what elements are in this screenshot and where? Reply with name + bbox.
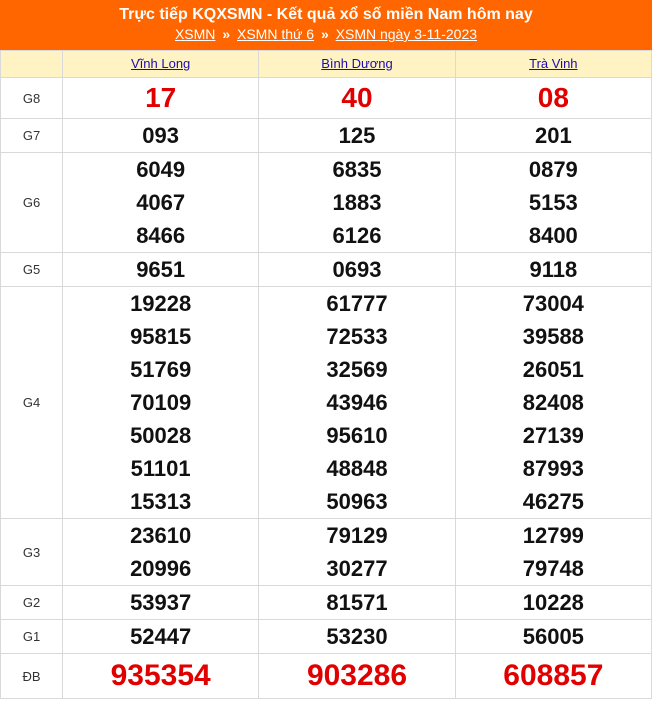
prize-label: G6 (1, 153, 63, 253)
prize-cell (455, 519, 651, 586)
prize-number: 51769 (130, 357, 192, 382)
prize-row (1, 78, 652, 119)
prize-number: 15313 (130, 489, 192, 514)
province-header (455, 51, 651, 78)
prize-label: G1 (1, 620, 63, 654)
prize-label: ĐB (1, 654, 63, 699)
prize-number: 6126 (332, 223, 382, 248)
prize-cell (455, 654, 651, 699)
prize-cell (259, 253, 455, 287)
prize-number: 70109 (130, 390, 192, 415)
prize-cell (455, 287, 651, 519)
prize-number: 12799 (522, 523, 584, 548)
prize-row (1, 620, 652, 654)
prize-number: 95610 (326, 423, 388, 448)
prize-number: 6835 (332, 157, 382, 182)
prize-number: 08 (537, 82, 569, 113)
province-header (63, 51, 259, 78)
prize-cell (259, 153, 455, 253)
breadcrumb (0, 25, 652, 43)
prize-label: G3 (1, 519, 63, 586)
prize-number: 43946 (326, 390, 388, 415)
prize-number: 46275 (522, 489, 584, 514)
prize-label: G4 (1, 287, 63, 519)
prize-cell (455, 253, 651, 287)
prize-number: 53937 (130, 590, 192, 615)
prize-cell (455, 620, 651, 654)
prize-number: 81571 (326, 590, 388, 615)
prize-cell (259, 620, 455, 654)
prize-number: 5153 (528, 190, 578, 215)
prize-label: G7 (1, 119, 63, 153)
prize-number: 9118 (529, 257, 578, 282)
prize-label: G5 (1, 253, 63, 287)
prize-row (1, 287, 652, 519)
prize-number: 79129 (326, 523, 388, 548)
prize-number: 48848 (326, 456, 388, 481)
prize-cell (259, 586, 455, 620)
prize-number: 73004 (522, 291, 584, 316)
prize-number: 9651 (136, 257, 186, 282)
prize-number: 19228 (130, 291, 192, 316)
breadcrumb-separator: » (222, 26, 231, 42)
prize-number: 40 (341, 82, 373, 113)
prize-cell (259, 654, 455, 699)
province-header (259, 51, 455, 78)
prize-number: 32569 (326, 357, 388, 382)
table-header-row (1, 51, 652, 78)
prize-label: G8 (1, 78, 63, 119)
prize-number: 27139 (522, 423, 584, 448)
breadcrumb-link-xsmn-thu-6[interactable]: XSMN thứ 6 (237, 26, 315, 42)
prize-number: 82408 (522, 390, 584, 415)
prize-label: G2 (1, 586, 63, 620)
prize-number: 52447 (130, 624, 192, 649)
prize-number: 56005 (522, 624, 584, 649)
prize-cell (63, 620, 259, 654)
prize-row (1, 654, 652, 699)
prize-number: 935354 (110, 659, 211, 692)
prize-number: 093 (142, 123, 180, 148)
prize-number: 8400 (528, 223, 578, 248)
province-link-tra-vinh[interactable]: Trà Vinh (529, 56, 578, 71)
prize-cell (455, 119, 651, 153)
prize-number: 23610 (130, 523, 192, 548)
prize-cell (259, 119, 455, 153)
prize-number: 72533 (326, 324, 388, 349)
prize-number: 53230 (326, 624, 388, 649)
prize-number: 17 (145, 82, 177, 113)
prize-number: 608857 (503, 659, 604, 692)
prize-number: 201 (534, 123, 572, 148)
province-link-vinh-long[interactable]: Vĩnh Long (131, 56, 191, 71)
prize-cell (259, 287, 455, 519)
prize-cell (63, 153, 259, 253)
prize-cell (63, 78, 259, 119)
prize-number: 51101 (130, 456, 191, 481)
prize-number: 8466 (136, 223, 186, 248)
page-title: Trực tiếp KQXSMN - Kết quả xổ số miền Nam hôm nay (119, 6, 533, 23)
prize-row (1, 253, 652, 287)
prize-row (1, 153, 652, 253)
prize-row (1, 519, 652, 586)
prize-cell (63, 519, 259, 586)
prize-number: 0693 (332, 257, 382, 282)
prize-number: 61777 (326, 291, 388, 316)
prize-row (1, 119, 652, 153)
prize-cell (259, 78, 455, 119)
prize-cell (63, 654, 259, 699)
province-link-binh-duong[interactable]: Bình Dương (321, 56, 393, 71)
prize-number: 1883 (332, 190, 382, 215)
breadcrumb-link-xsmn-date[interactable]: XSMN ngày 3-11-2023 (335, 26, 478, 42)
prize-cell (63, 287, 259, 519)
results-table (0, 50, 652, 699)
breadcrumb-separator: » (320, 26, 329, 42)
prize-number: 903286 (306, 659, 408, 692)
prize-number: 125 (338, 123, 376, 148)
prize-number: 50963 (326, 489, 388, 514)
breadcrumb-link-xsmn[interactable]: XSMN (174, 26, 216, 42)
prize-number: 26051 (522, 357, 584, 382)
prize-number: 20996 (130, 556, 192, 581)
prize-number: 0879 (528, 157, 578, 182)
page-header (0, 0, 652, 50)
prize-number: 95815 (130, 324, 192, 349)
prize-cell (63, 119, 259, 153)
prize-number: 4067 (136, 190, 186, 215)
prize-row (1, 586, 652, 620)
prize-cell (259, 519, 455, 586)
prize-number: 50028 (130, 423, 192, 448)
prize-number: 79748 (522, 556, 584, 581)
prize-cell (63, 253, 259, 287)
prize-cell (455, 78, 651, 119)
prize-cell (455, 153, 651, 253)
header-corner (1, 51, 63, 78)
prize-number: 10228 (522, 590, 584, 615)
prize-number: 6049 (136, 157, 186, 182)
prize-cell (455, 586, 651, 620)
prize-number: 87993 (522, 456, 584, 481)
prize-cell (63, 586, 259, 620)
prize-number: 30277 (326, 556, 388, 581)
prize-number: 39588 (522, 324, 584, 349)
